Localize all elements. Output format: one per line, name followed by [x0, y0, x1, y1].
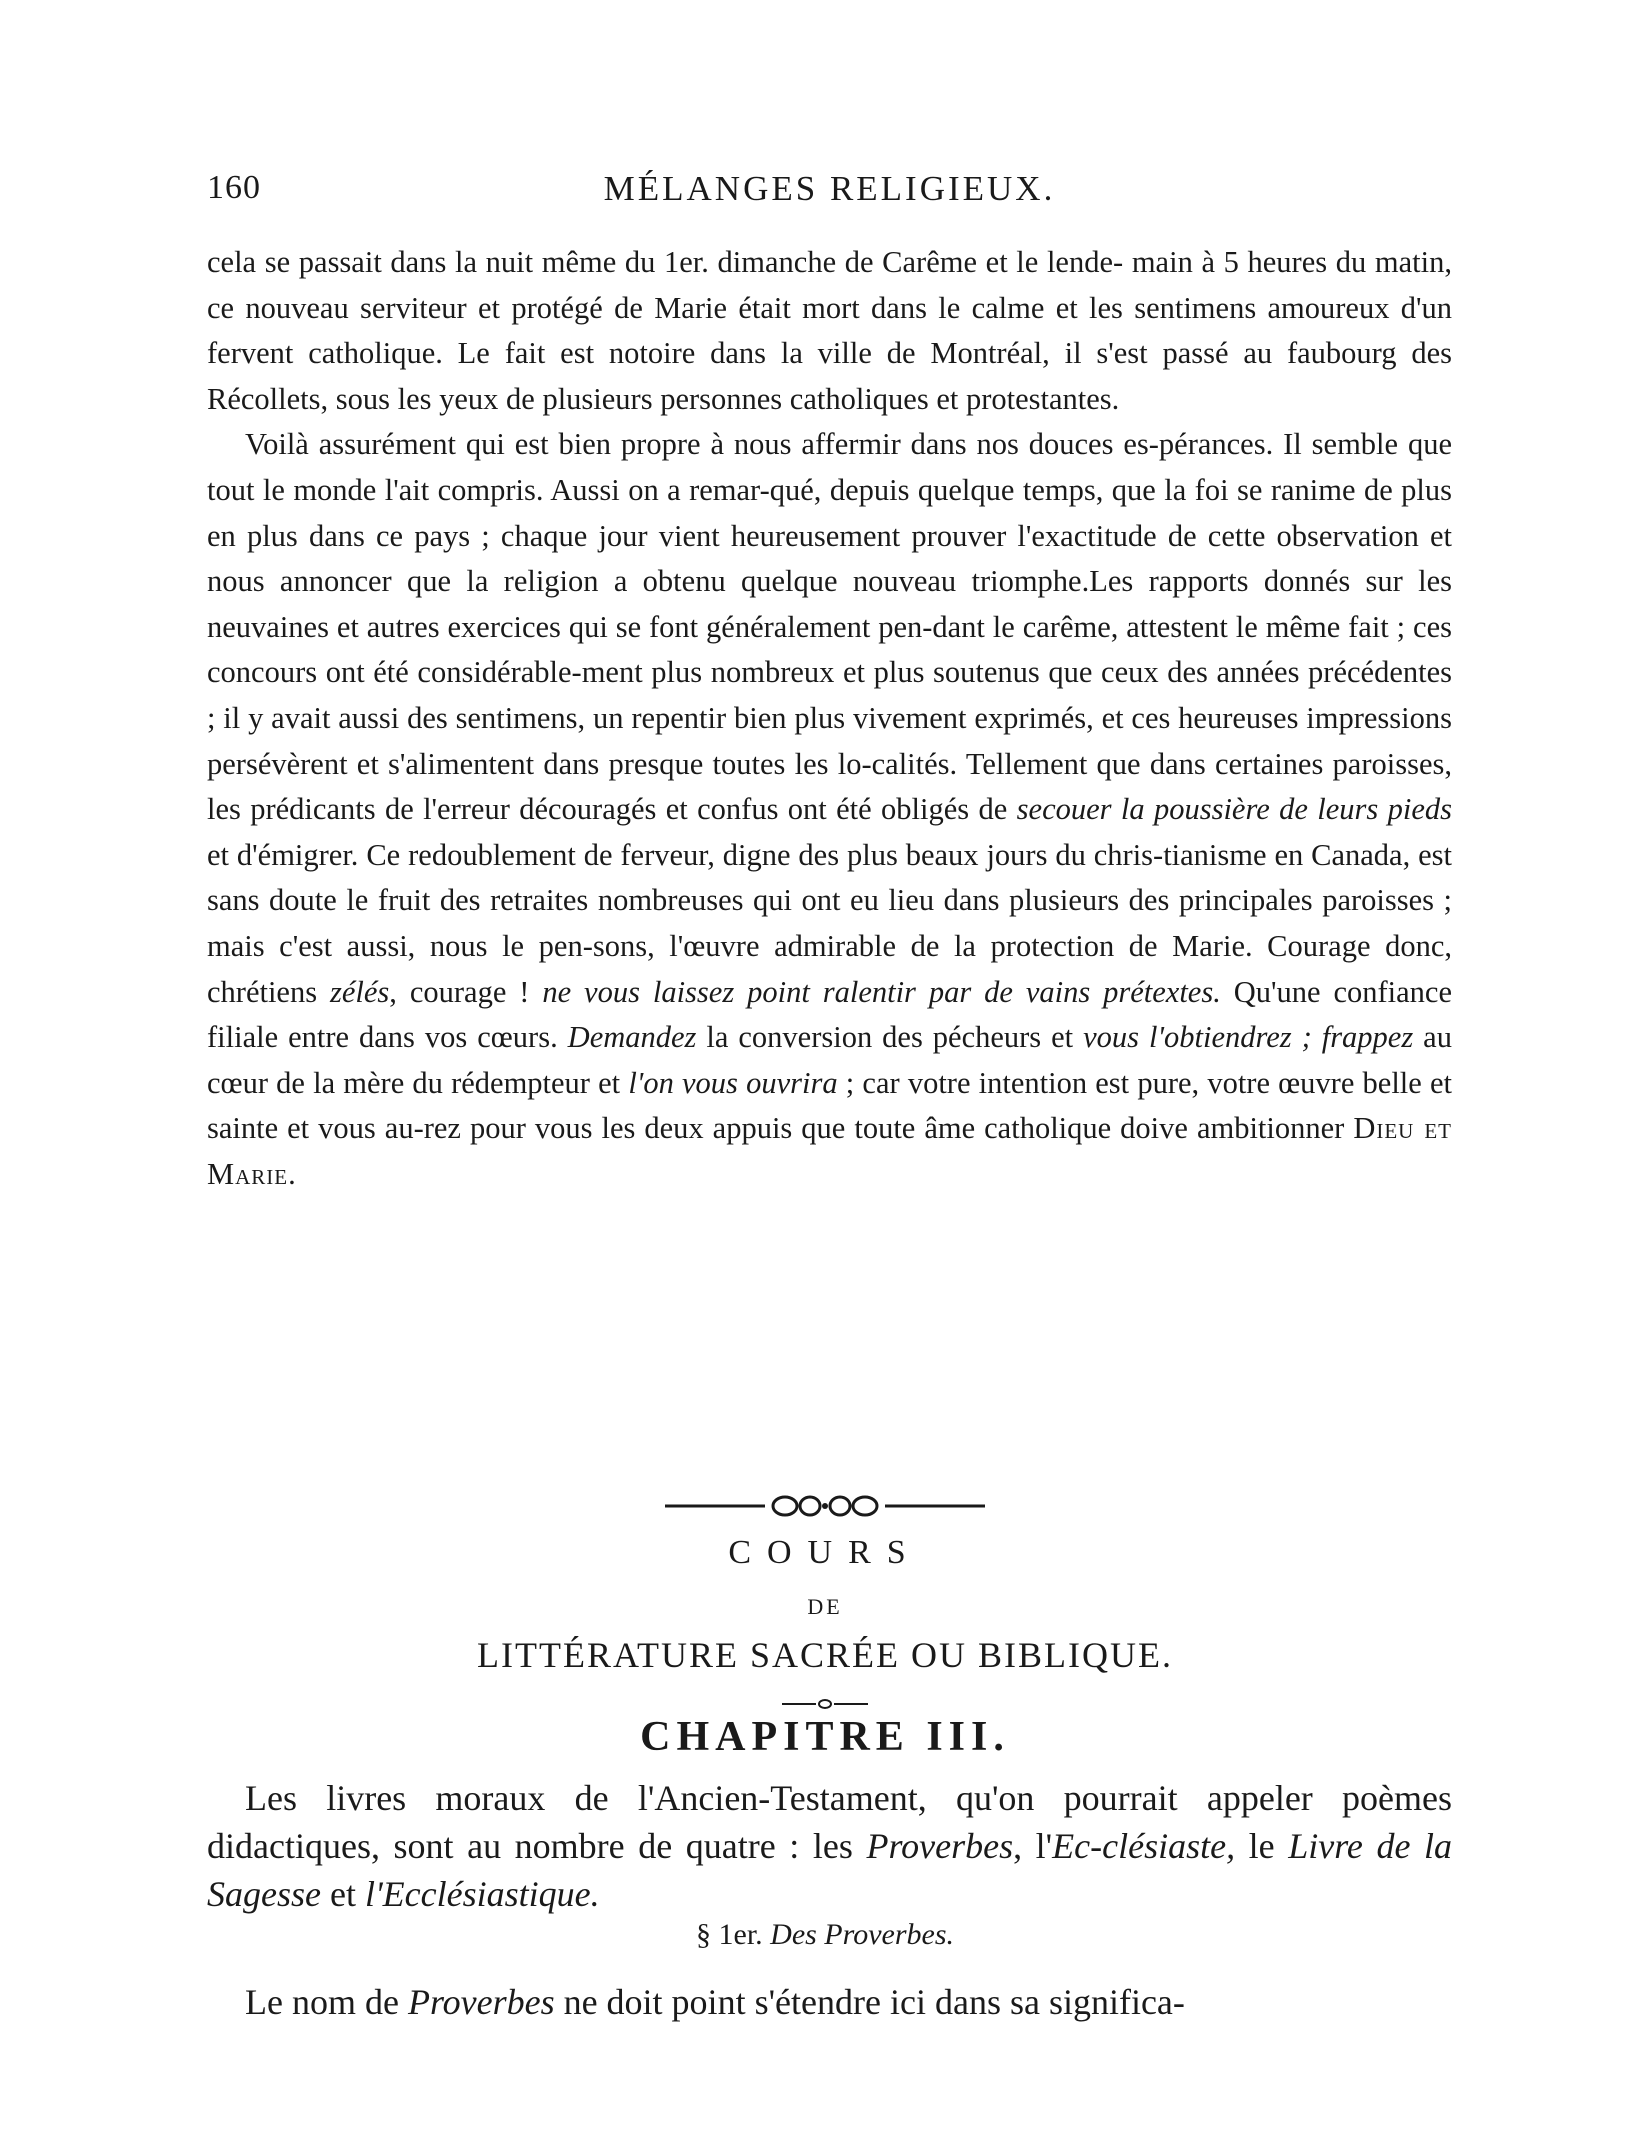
section-heading-de: DE: [807, 1594, 843, 1619]
text-line: Récollets, sous les yeux de plusieurs personnes catholiques et protestantes.: [207, 381, 1120, 416]
running-title: MÉLANGES RELIGIEUX.: [603, 169, 1056, 208]
italic-run: Proverbes: [866, 1826, 1014, 1866]
text-run: la conversion des pécheurs et: [696, 1020, 1084, 1055]
text-line: mort dans le calme et les sentimens amoureux d'un fervent catholique. Le: [207, 290, 1452, 371]
chapter-intro: [207, 1774, 1452, 1918]
last-paragraph: [207, 1978, 1452, 2026]
text-run: Les livres moraux de l'Ancien-Testament, qu'on pourrait appeler poèmes didactiques, sont au nombre de quatre : les: [207, 1778, 1452, 1866]
proverbes-paragraph: [207, 1978, 1452, 2026]
italic-run: vous l'obtiendrez ; frappez: [1083, 1020, 1414, 1055]
text-run: , courage !: [389, 974, 543, 1009]
italic-run: Ec-clésiaste,: [1052, 1826, 1236, 1866]
intro-paragraph: [207, 1774, 1452, 1918]
italic-run: Proverbes: [407, 1982, 555, 2022]
exhortation-paragraph: [207, 422, 1452, 1197]
text-run: le: [1235, 1826, 1289, 1866]
text-run: et: [320, 1874, 365, 1914]
italic-run: ne vous laissez point ralentir par de vains prétextes.: [542, 974, 1221, 1009]
text-run: et d'émigrer. Ce redoublement de ferveur, digne des plus beaux jours du chris-tianisme en Canada, est sans doute le fruit des retraites nombreuses qui ont eu lieu dans plusieurs des principales paroisses ; mais c'est aussi, nous le pen-sons, l'œuvre admirable de la protection de Marie. Courage donc, chrétiens: [207, 837, 1452, 1009]
italic-run: Demandez: [567, 1020, 697, 1055]
italic-run: Livre de la Sagesse: [207, 1826, 1453, 1914]
body-text: [207, 240, 1452, 1197]
text-run: au cœur de la mère du rédempteur et: [207, 1020, 1452, 1100]
running-head: [207, 163, 1452, 223]
text-run: Voilà assurément qui est bien propre à nous affermir dans nos douces es-pérances. Il semble que tout le monde l'ait compris. Aussi on a remar-qué, depuis quelque temps, que la foi se ranime de plus en plus dans ce pays ; chaque jour vient heureusement prouver l'exactitude de cette observation et nous annoncer que la religion a obtenu quelque nouveau triomphe.Les rapports donnés sur les neuvaines et autres exercices qui se font généralement pen-dant le carême, attestent le même fait ; ces concours ont été considérable-ment plus nombreux et plus soutenus que ceux des années précédentes ; il y avait aussi des sentimens, un repentir bien plus vivement exprimés, et ces heureuses impressions persévèrent et s'alimentent dans presque toutes les lo-calités. Tellement que dans certaines paroisses, les prédicants de l'erreur découragés et confus ont été obligés de: [207, 427, 1452, 827]
text-run: Qu'une confiance filiale entre dans vos cœurs.: [207, 974, 1452, 1055]
text-line: main à 5 heures du matin, ce nouveau serviteur et protégé de Marie était: [207, 245, 1452, 325]
section-title: LITTÉRATURE SACRÉE OU BIBLIQUE.: [477, 1635, 1173, 1675]
text-line: cela se passait dans la nuit même du 1er. dimanche de Carême et le lende-: [207, 245, 1124, 279]
text-run: Le nom de: [245, 1982, 408, 2022]
italic-run: l'Ecclésiastique.: [364, 1874, 600, 1914]
continuation-paragraph: [207, 240, 1452, 422]
chapter-heading: CHAPITRE III.: [640, 1714, 1010, 1760]
text-line: fait est notoire dans la ville de Montréal, il s'est passé au faubourg des: [504, 336, 1452, 371]
italic-run: l'on vous ouvrira: [628, 1065, 838, 1100]
italic-run: secouer la poussière de leurs pieds: [1016, 792, 1452, 827]
small-divider: [778, 1697, 872, 1711]
page-number: 160: [207, 169, 261, 206]
text-run: ; car votre intention est pure, votre œuvre belle et sainte et vous au-rez pour vous les deux appuis que toute âme catholique doive ambitionner: [207, 1065, 1453, 1146]
subsection-title: Des Proverbes.: [770, 1918, 954, 1951]
italic-run: zélés: [330, 974, 390, 1009]
text-run: ne doit point s'étendre ici dans sa significa-: [554, 1982, 1185, 2022]
subsection-heading: [0, 1918, 1650, 1952]
section-heading-cours: COURS: [728, 1534, 922, 1571]
text-run: , l': [1013, 1826, 1053, 1866]
section-ornament: [655, 1493, 995, 1519]
closing-small-caps: Dieu et Marie.: [207, 1111, 1452, 1191]
section-mark: § 1er.: [696, 1918, 771, 1951]
